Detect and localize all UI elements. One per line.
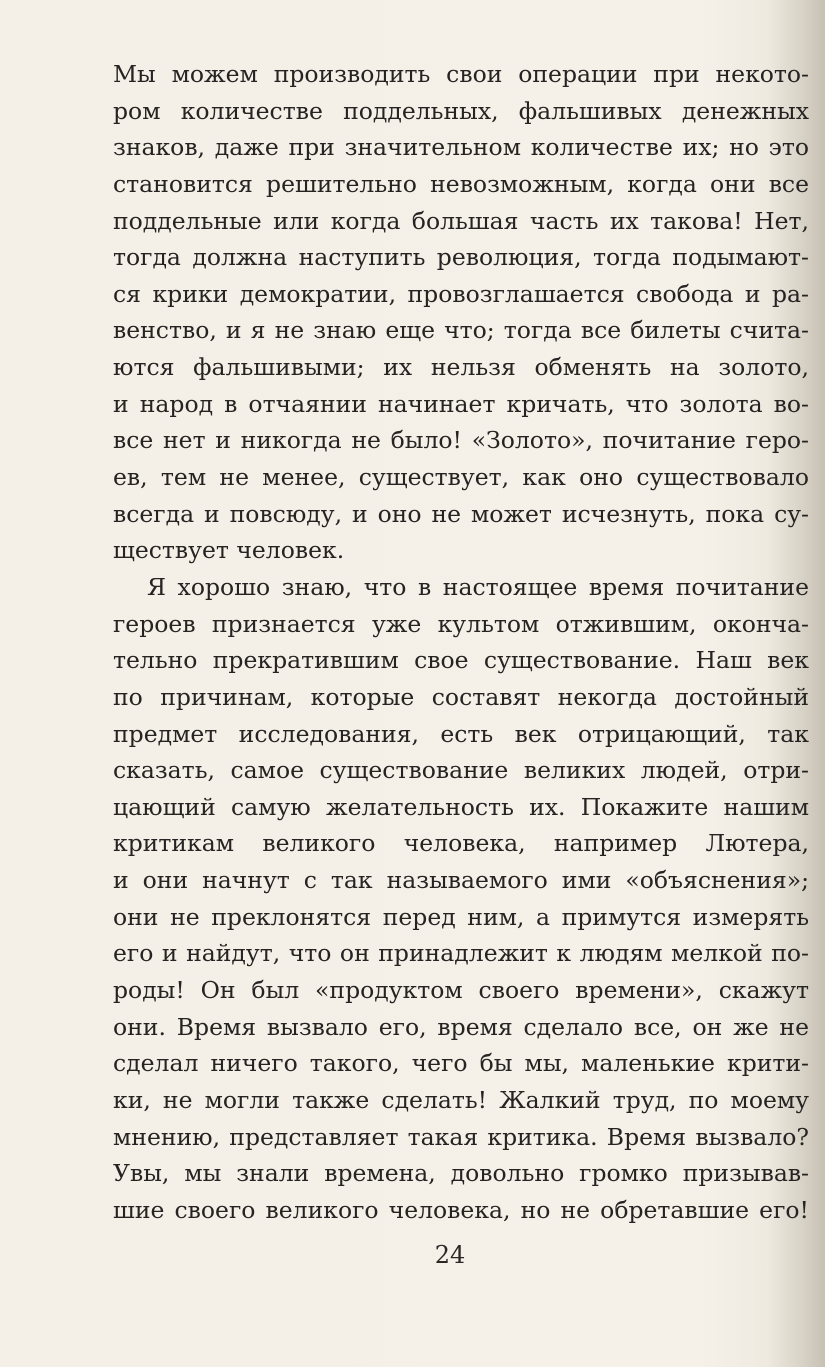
text-line: всегда и повсюду, и оно не может исчезнуть, пока су- [113, 499, 809, 528]
text-line: сказать, самое существование великих людей, отри- [113, 756, 809, 785]
text-line: ром количестве поддельных, фальшивых денежных [113, 96, 809, 125]
text-line: мнению, представляет такая критика. Время вызвало? [113, 1122, 809, 1151]
text-line: тельно прекратившим свое существование. Наш век [113, 646, 809, 675]
text-line: становится решительно невозможным, когда они все [113, 169, 809, 198]
text-line: Я хорошо знаю, что в настоящее время почитание [147, 572, 809, 601]
text-line: ются фальшивыми; их нельзя обменять на золото, [113, 353, 809, 382]
paragraph-1 [113, 56, 809, 569]
text-line: его и найдут, что он принадлежит к людям мелкой по- [113, 939, 809, 968]
text-line: цающий самую желательность их. Покажите нашим [113, 792, 809, 821]
text-line: сделал ничего такого, чего бы мы, маленькие крити- [113, 1049, 809, 1078]
text-line: тогда должна наступить революция, тогда подымают- [113, 243, 809, 272]
text-line: Увы, мы знали времена, довольно громко призывав- [113, 1159, 809, 1188]
text-line: Мы можем производить свои операции при некото- [113, 60, 809, 88]
text-line: они не преклонятся перед ним, а примутся измерять [113, 902, 809, 931]
text-line: и народ в отчаянии начинает кричать, что золота во- [113, 389, 809, 418]
body-text [113, 56, 809, 1229]
text-line: ев, тем не менее, существует, как оно существовало [113, 463, 809, 492]
text-line: знаков, даже при значительном количестве их; но это [113, 133, 809, 162]
text-line: предмет исследования, есть век отрицающий, так [113, 719, 809, 748]
text-line: роды! Он был «продуктом своего времени», скажут [113, 976, 809, 1005]
text-line: все нет и никогда не было! «Золото», почитание геро- [113, 426, 809, 455]
text-line: по причинам, которые составят некогда достойный [113, 682, 809, 711]
text-line: они. Время вызвало его, время сделало все, он же не [113, 1012, 809, 1041]
text-line: ществует человек. [113, 536, 345, 565]
text-line: венство, и я не знаю еще что; тогда все билеты счита- [113, 316, 809, 345]
paragraph-2 [113, 569, 809, 1229]
page-number: 24 [434, 1241, 466, 1269]
text-line: шие своего великого человека, но не обретавшие его! [113, 1195, 809, 1224]
text-line: ся крики демократии, провозглашается свобода и ра- [113, 279, 809, 308]
text-line: ки, не могли также сделать! Жалкий труд, по моему [113, 1085, 809, 1114]
text-line: героев признается уже культом отжившим, оконча- [113, 609, 809, 638]
text-line: и они начнут с так называемого ими «объяснения»; [113, 866, 809, 895]
text-line: критикам великого человека, например Лютера, [113, 829, 809, 858]
text-line: поддельные или когда большая часть их такова! Нет, [113, 206, 809, 235]
